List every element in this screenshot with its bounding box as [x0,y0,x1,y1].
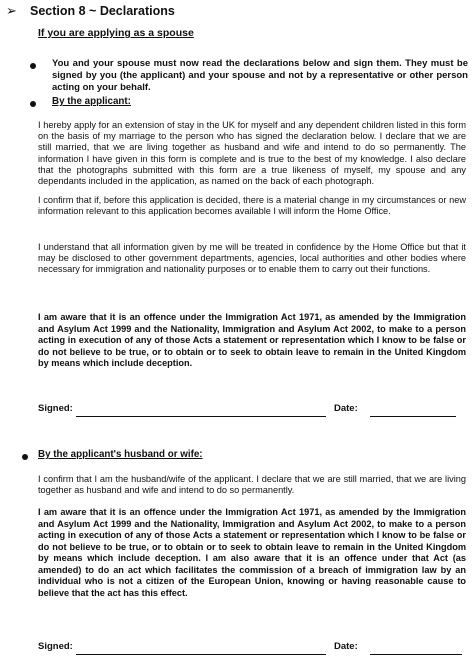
spouse-date-label: Date: [334,641,358,652]
spouse-signed-label: Signed: [38,641,73,652]
applicant-paragraph-1: I hereby apply for an extension of stay in the UK for myself and any dependent children listed in this form on the basis of my marriage to the person who has signed the declaration below. I declare that we are still married, that we are living together as husband and wife and intend to do so permanently. The information I have given in this form is complete and is true to the best of my knowledge. I also declare that the photographs submitted with this form are a true likeness of myself, my spouse and any dependants included in the application, as named on the back of each photograph. [38,120,466,187]
spouse-paragraph-1: I confirm that I am the husband/wife of the applicant. I declare that we are still married, that we are living together as husband and wife and intend to do so permanently. [38,474,466,496]
spouse-date-line[interactable] [370,653,462,655]
spouse-offence-statement: I am aware that it is an offence under the Immigration Act 1971, as amended by the Immigration and Asylum Act 1999 and the Nationality, Immigration and Asylum Act 2002, to make to a person acting in execution of any of those Acts a statement or representation which I know to be false or do not believe to be true, or to obtain or to seek to obtain leave to remain in the United Kingdom by means which include deception. I am also aware that it is an offence under that Act (as amended) to do an act which facilitates the commission of a breach of immigration law by an individual who is not a citizen of the European Union, knowing or having reasonable cause to believe that the act has this effect. [38,507,466,598]
section-title: Section 8 ~ Declarations [30,4,175,18]
applicant-date-label: Date: [334,403,358,414]
bullet-icon [30,101,36,107]
applicant-paragraph-2: I confirm that if, before this application is decided, there is a material change in my circumstances or new information relevant to this application becomes available I will inform the Home Office. [38,195,466,217]
applicant-offence-statement: I am aware that it is an offence under the Immigration Act 1971, as amended by the Immigration and Asylum Act 1999 and the Nationality, Immigration and Asylum Act 2002, to make to a person acting in execution of any of those Acts a statement or representation which I know to be false or do not believe to be true, or to obtain or to seek to obtain leave to remain in the United Kingdom by means which include deception. [38,312,466,368]
spouse-heading: By the applicant's husband or wife: [38,449,203,460]
bullet-icon [30,63,36,69]
section-header [6,2,175,20]
applicant-date-line[interactable] [370,415,456,417]
arrow-bullet-icon: ➢ [6,3,17,18]
spouse-applicant-heading: If you are applying as a spouse [38,27,194,39]
bullet-icon [22,454,28,460]
applicant-signed-label: Signed: [38,403,73,414]
applicant-signature-row [38,403,468,417]
spouse-signature-line[interactable] [76,653,326,655]
applicant-paragraph-3: I understand that all information given by me will be treated in confidence by the Home Office but that it may be disclosed to other government departments, agencies, local authorities and other bodies where necessary for immigration and nationality purposes or to enable them to carry out their functions. [38,242,466,275]
applicant-heading: By the applicant: [52,96,131,107]
spouse-signature-row [38,641,468,655]
intro-instruction: You and your spouse must now read the declarations below and sign them. They must be signed by you (the applicant) and your spouse and not by a representative or other person acting on your behalf. [52,58,468,93]
applicant-signature-line[interactable] [76,415,326,417]
